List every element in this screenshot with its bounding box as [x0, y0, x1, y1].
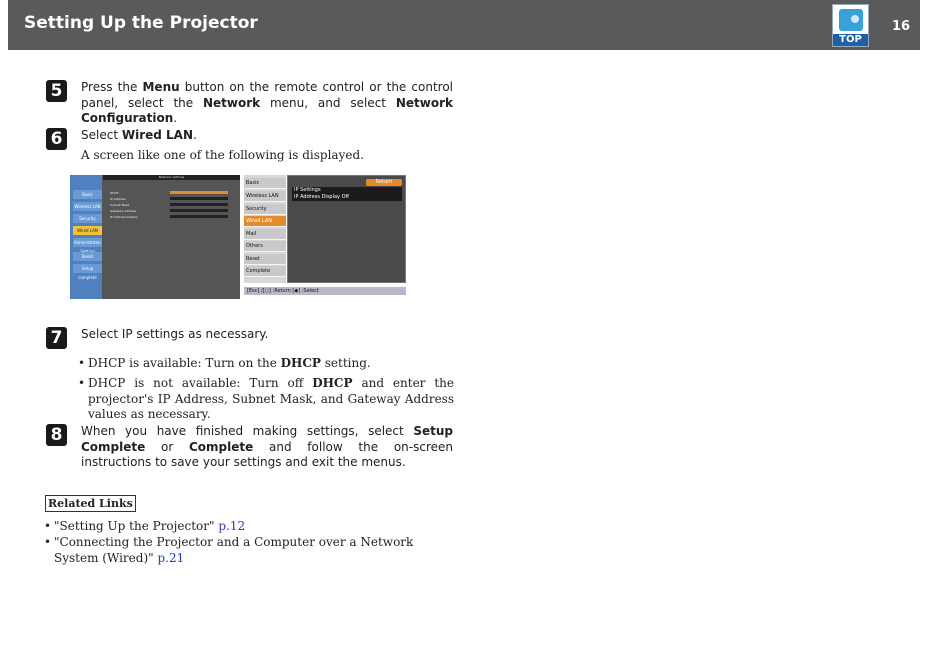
- page-number: 16: [892, 19, 911, 34]
- step-6-text: Select Wired LAN.: [81, 128, 197, 142]
- page-header: [8, 0, 920, 50]
- osd-menu-item: Mail: [244, 229, 286, 240]
- bullet-item: • DHCP is available: Turn on the DHCP setting.: [78, 356, 371, 370]
- screenshot-menu-item: Basic: [73, 190, 102, 199]
- step-6-note: A screen like one of the following is displayed.: [81, 148, 364, 162]
- projector-icon: [839, 9, 863, 31]
- step-number: 6: [46, 128, 67, 150]
- screenshot-field-row: IP Address: [110, 197, 236, 201]
- step-8-text: When you have finished making settings, select Setup Complete or Complete and follow the on-screen instructions to save your settings and exit the menus.: [81, 424, 453, 469]
- page-link[interactable]: p.12: [218, 519, 246, 533]
- screenshot-field-row: IP Address Display: [110, 215, 236, 219]
- step-7-text: Select IP settings as necessary.: [81, 327, 269, 341]
- screenshot-menu-item: Reset: [73, 252, 102, 261]
- screenshot-title: Network settings: [103, 175, 240, 180]
- osd-menu-item: Reset: [244, 254, 286, 265]
- osd-menu-item: Basic: [244, 178, 286, 189]
- screenshot-menu-item: Setup complete: [73, 264, 102, 273]
- network-settings-screenshot-osd: [244, 175, 406, 299]
- osd-row: IP Address Display Off: [292, 194, 402, 201]
- related-links-heading: Related Links: [45, 495, 136, 512]
- step-number: 5: [46, 80, 67, 102]
- osd-menu-item: Wireless LAN: [244, 191, 286, 202]
- page-link[interactable]: p.21: [157, 551, 185, 565]
- bullet-item: • DHCP is not available: Turn off DHCP and enter the projector's IP Address, Subnet Mask, and Gateway Address values as necessary.: [78, 376, 454, 421]
- screenshot-menu-item: Wired LAN: [73, 226, 102, 235]
- step-5-text: Press the Menu button on the remote control or the control panel, select the Network menu, and select Network Configuration.: [81, 80, 453, 125]
- osd-menu-item: Complete: [244, 266, 286, 277]
- osd-status-bar: [Esc] /[○] :Return [◆] :Select: [244, 287, 406, 295]
- related-link-item[interactable]: • "Connecting the Projector and a Computer over a Network System (Wired)" p.21: [44, 535, 414, 565]
- top-button[interactable]: [832, 4, 869, 47]
- osd-menu-item: Wired LAN: [244, 216, 286, 227]
- step-number: 8: [46, 424, 67, 446]
- page-title: Setting Up the Projector: [24, 13, 258, 33]
- screenshot-field-row: Gateway Address: [110, 209, 236, 213]
- screenshot-field-row: DHCP: [110, 191, 236, 195]
- step-number: 7: [46, 327, 67, 349]
- top-label: TOP: [833, 34, 868, 46]
- osd-menu-item: Security: [244, 204, 286, 215]
- network-settings-screenshot-web: [70, 175, 240, 299]
- screenshot-field-row: Subnet Mask: [110, 203, 236, 207]
- osd-menu-item: Others: [244, 241, 286, 252]
- screenshot-menu-item: Wireless LAN: [74, 204, 101, 209]
- related-link-item[interactable]: • "Setting Up the Projector" p.12: [44, 519, 246, 533]
- osd-return-button: Return: [366, 179, 402, 186]
- screenshot-menu-item: Administrator: [73, 240, 102, 245]
- screenshot-osd-menu: [244, 175, 286, 283]
- osd-row: IP Settings: [292, 187, 402, 194]
- screenshot-menu-item: Security: [73, 214, 102, 223]
